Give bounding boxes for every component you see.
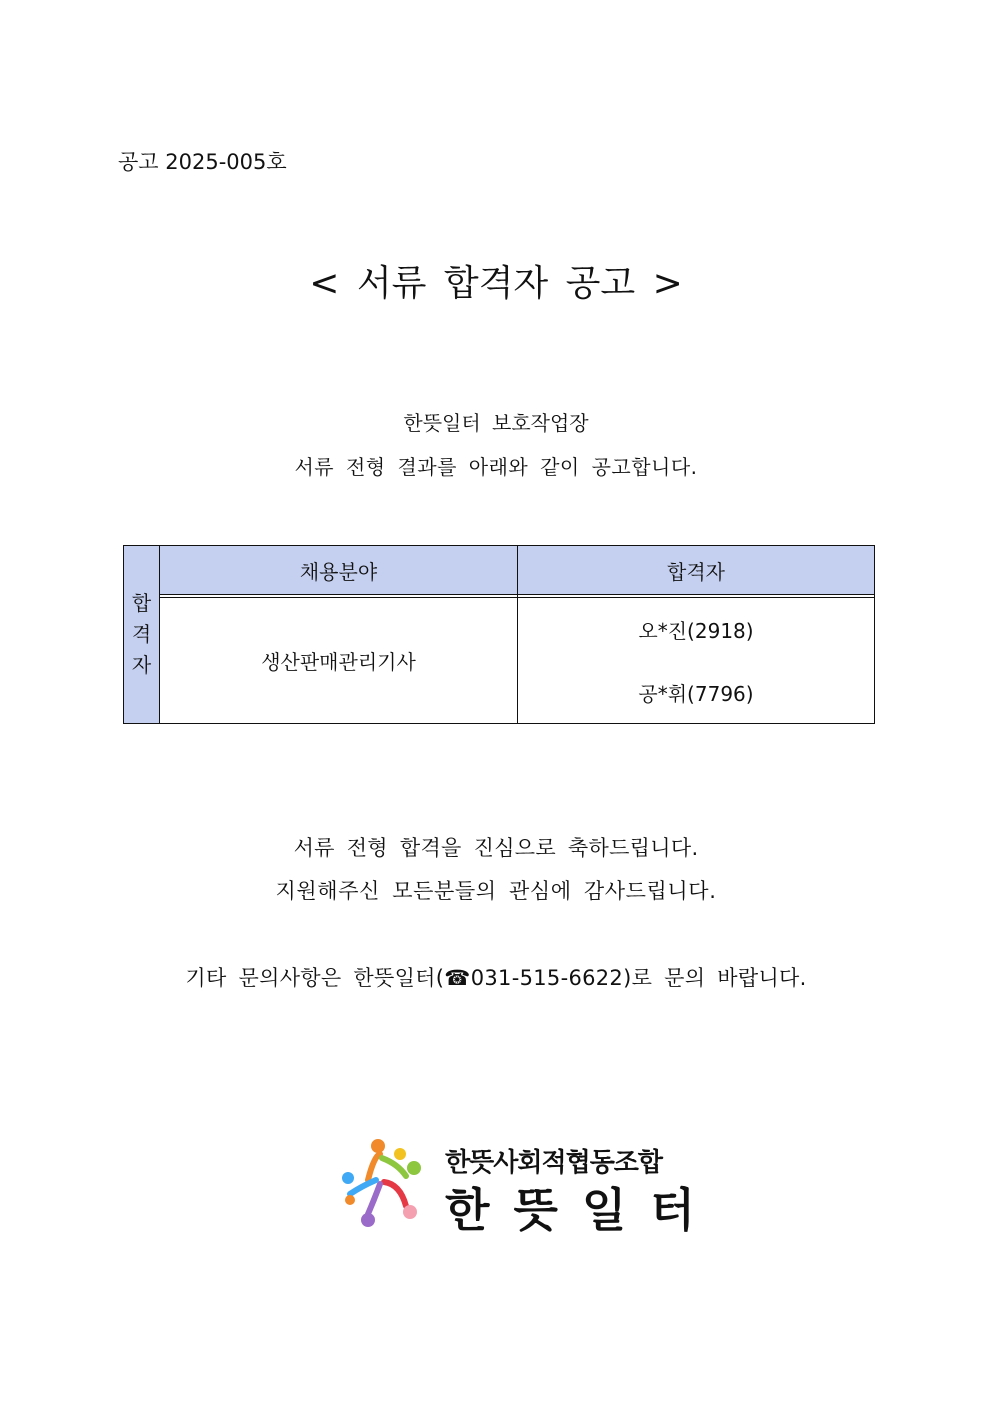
contact-text: 기타 문의사항은 한뜻일터(☎031-515-6622)로 문의 바랍니다. [185,966,807,990]
side-label-char: 자 [131,653,152,677]
header-passer: 합격자 [518,546,874,594]
logo-mark-icon [340,1136,424,1228]
intro-sentence: 서류 전형 결과를 아래와 같이 공고합니다. [294,455,698,479]
notice-number: 공고 2025-005호 [118,150,287,174]
side-label-char: 격 [131,622,152,646]
logo-subtitle: 한뜻사회적협동조합 [445,1148,663,1178]
organization-name: 한뜻일터 보호작업장 [403,411,589,435]
organization-logo [340,1136,699,1237]
result-table [123,545,875,724]
side-label-char: 합 [131,591,152,615]
logo-name: 한 뜻 일 터 [445,1183,699,1237]
cell-passer: 오*진(2918) [638,619,754,643]
header-recruit-field: 채용분야 [160,546,518,594]
congratulation-text: 서류 전형 합격을 진심으로 축하드립니다. [293,836,699,860]
cell-recruit-field: 생산판매관리기사 [261,650,416,674]
table-side-label [124,546,160,723]
page-title: < 서류 합격자 공고 > [309,263,683,304]
thanks-text: 지원해주신 모든분들의 관심에 감사드립니다. [275,879,717,903]
cell-passer: 공*휘(7796) [638,682,754,706]
